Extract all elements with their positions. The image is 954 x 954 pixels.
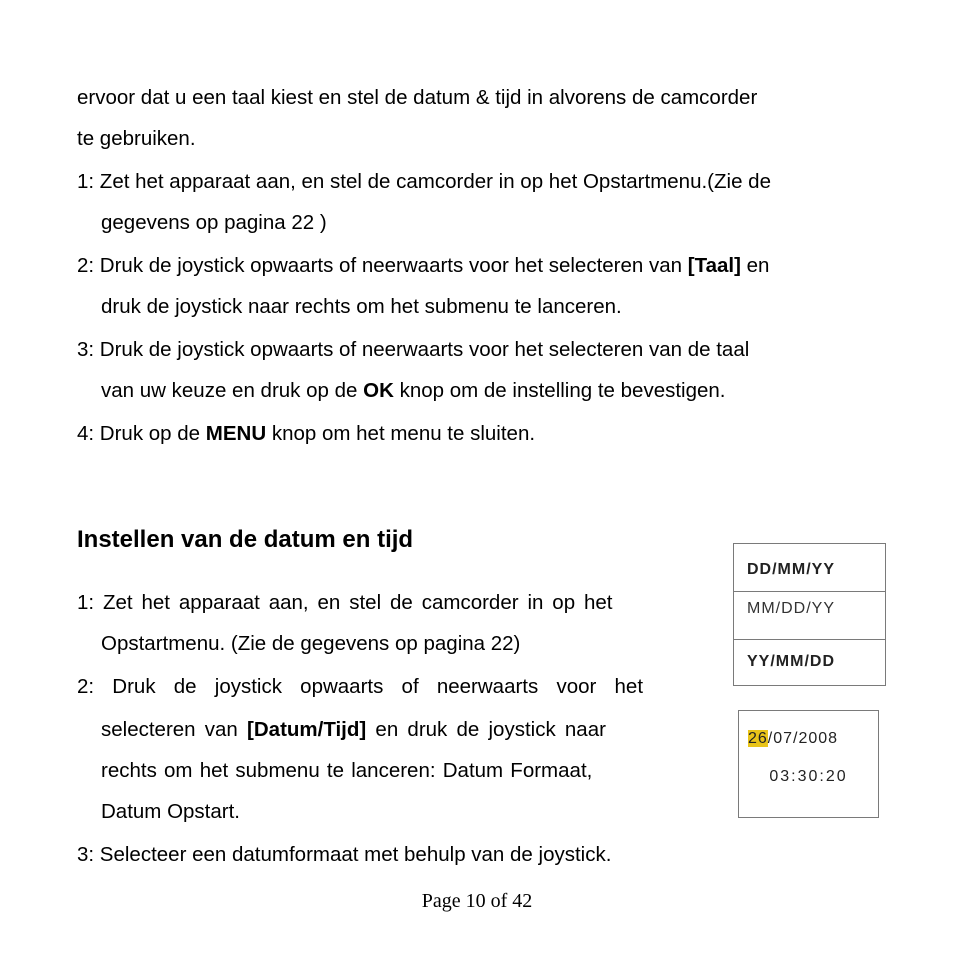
intro-line-2: te gebruiken.	[77, 127, 196, 150]
text: 2: Druk de joystick opwaarts of neerwaarts voor het selecteren van	[77, 254, 688, 277]
text: knop om de instelling te bevestigen.	[393, 379, 726, 402]
date-step-2-line-2	[101, 718, 606, 742]
date-step-1-line-2: Opstartmenu. (Zie de gegevens op pagina 22)	[101, 632, 521, 655]
date-step-2-line-3: rechts om het submenu te lanceren: Datum Formaat,	[101, 759, 593, 782]
date-time-display	[738, 710, 879, 818]
date-format-menu	[733, 543, 886, 686]
divider	[734, 639, 885, 640]
month-year-field: /07/2008	[767, 730, 839, 747]
page-number: Page 10 of 42	[421, 890, 533, 912]
text: van uw keuze en druk op de	[101, 379, 364, 402]
text: selecteren van	[101, 718, 248, 741]
lang-step-3-line-2	[101, 379, 726, 403]
text: en	[740, 254, 770, 277]
divider	[734, 591, 885, 592]
datum-tijd-keyword: [Datum/Tijd]	[247, 718, 367, 741]
taal-keyword: [Taal]	[687, 254, 741, 277]
lang-step-2-line-1	[77, 254, 769, 278]
lang-step-1-line-2: gegevens op pagina 22 )	[101, 211, 327, 234]
date-value	[748, 730, 838, 748]
lang-step-1-line-1: 1: Zet het apparaat aan, en stel de camcorder in op het Opstartmenu.(Zie de	[77, 170, 771, 193]
date-step-3: 3: Selecteer een datumformaat met behulp van de joystick.	[77, 843, 612, 866]
format-option-mm-dd-yy: MM/DD/YY	[747, 600, 835, 617]
intro-line-1: ervoor dat u een taal kiest en stel de datum & tijd in alvorens de camcorder	[77, 86, 758, 109]
date-step-1-line-1: 1: Zet het apparaat aan, en stel de camcorder in op het	[77, 591, 613, 614]
menu-keyword: MENU	[205, 422, 267, 445]
text: 4: Druk op de	[77, 422, 206, 445]
section-title: Instellen van de datum en tijd	[77, 526, 414, 553]
format-option-yy-mm-dd: YY/MM/DD	[747, 653, 835, 670]
time-value: 03:30:20	[769, 768, 848, 785]
date-step-2-line-1: 2: Druk de joystick opwaarts of neerwaarts voor het	[77, 675, 644, 698]
lang-step-2-line-2: druk de joystick naar rechts om het submenu te lanceren.	[101, 295, 622, 318]
text: knop om het menu te sluiten.	[266, 422, 536, 445]
date-step-2-line-4: Datum Opstart.	[101, 800, 240, 823]
lang-step-4	[77, 422, 535, 446]
format-option-dd-mm-yy: DD/MM/YY	[747, 561, 835, 578]
ok-keyword: OK	[363, 379, 394, 402]
text: en druk de joystick naar	[366, 718, 606, 741]
day-field-highlighted: 26	[748, 730, 768, 747]
lang-step-3-line-1: 3: Druk de joystick opwaarts of neerwaarts voor het selecteren van de taal	[77, 338, 750, 361]
